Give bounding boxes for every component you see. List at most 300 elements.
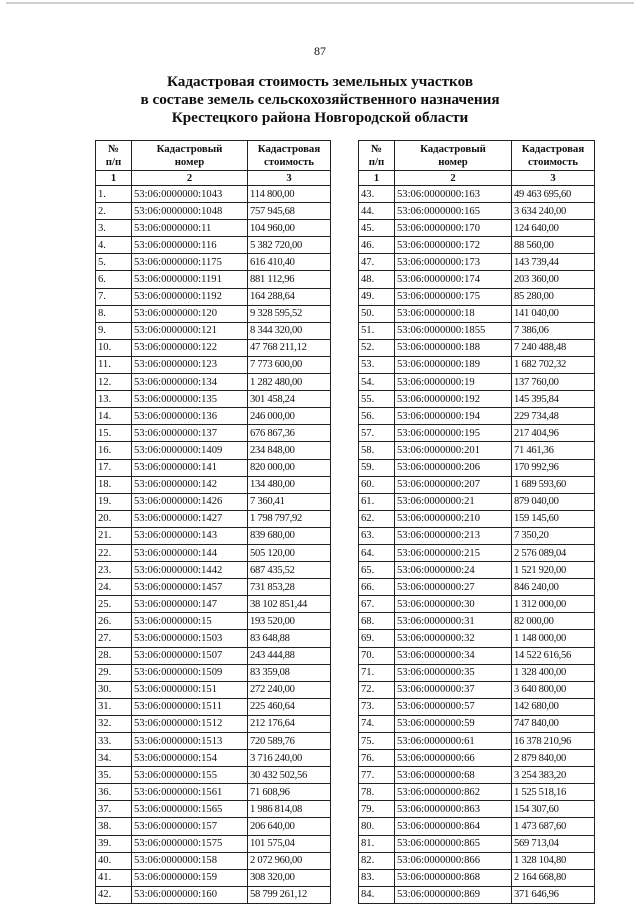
cadastral-number: 53:06:0000000:213 [395, 527, 512, 544]
cadastral-value: 757 945,68 [248, 203, 331, 220]
cadastral-number: 53:06:0000000:194 [395, 408, 512, 425]
cadastral-number: 53:06:0000000:1511 [132, 698, 248, 715]
column-index: 3 [248, 171, 331, 186]
row-number: 39. [96, 835, 132, 852]
cadastral-number: 53:06:0000000:1512 [132, 715, 248, 732]
cadastral-value: 846 240,00 [512, 579, 595, 596]
cadastral-number: 53:06:0000000:1565 [132, 801, 248, 818]
table-row [96, 271, 331, 288]
table-row [359, 339, 595, 356]
row-number: 35. [96, 767, 132, 784]
row-number: 67. [359, 596, 395, 613]
cadastral-number: 53:06:0000000:19 [395, 374, 512, 391]
row-number: 9. [96, 322, 132, 339]
cadastral-number: 53:06:0000000:206 [395, 459, 512, 476]
table-row [359, 835, 595, 852]
table-row [96, 544, 331, 561]
cadastral-value: 1 473 687,60 [512, 818, 595, 835]
row-number: 56. [359, 408, 395, 425]
row-number: 31. [96, 698, 132, 715]
cadastral-value: 505 120,00 [248, 544, 331, 561]
cadastral-number: 53:06:0000000:1043 [132, 186, 248, 203]
table-row [96, 476, 331, 493]
cadastral-table-right [358, 140, 595, 904]
cadastral-number: 53:06:0000000:30 [395, 596, 512, 613]
table-row [96, 237, 331, 254]
table-row [359, 391, 595, 408]
row-number: 27. [96, 630, 132, 647]
row-number: 29. [96, 664, 132, 681]
cadastral-number: 53:06:0000000:170 [395, 220, 512, 237]
table-row [96, 664, 331, 681]
table-row [359, 254, 595, 271]
table-row [359, 664, 595, 681]
table-row [96, 852, 331, 869]
cadastral-number: 53:06:0000000:143 [132, 527, 248, 544]
table-row [96, 801, 331, 818]
cadastral-number: 53:06:0000000:35 [395, 664, 512, 681]
column-index: 3 [512, 171, 595, 186]
cadastral-value: 3 640 800,00 [512, 681, 595, 698]
cadastral-number: 53:06:0000000:142 [132, 476, 248, 493]
cadastral-value: 1 682 702,32 [512, 356, 595, 373]
row-number: 45. [359, 220, 395, 237]
cadastral-number: 53:06:0000000:37 [395, 681, 512, 698]
table-row [96, 579, 331, 596]
cadastral-number: 53:06:0000000:174 [395, 271, 512, 288]
table-row [359, 613, 595, 630]
table-row [359, 356, 595, 373]
cadastral-number: 53:06:0000000:188 [395, 339, 512, 356]
row-number: 80. [359, 818, 395, 835]
title-line-1: Кадастровая стоимость земельных участков [166, 73, 474, 90]
table-row [96, 527, 331, 544]
column-index: 1 [359, 171, 395, 186]
cadastral-number: 53:06:0000000:1048 [132, 203, 248, 220]
table-row [359, 750, 595, 767]
cadastral-number: 53:06:0000000:1855 [395, 322, 512, 339]
cadastral-value: 83 359,08 [248, 664, 331, 681]
table-row [96, 322, 331, 339]
cadastral-number: 53:06:0000000:1175 [132, 254, 248, 271]
row-number: 20. [96, 510, 132, 527]
row-number: 74. [359, 715, 395, 732]
table-row [96, 425, 331, 442]
cadastral-number: 53:06:0000000:68 [395, 767, 512, 784]
row-number: 6. [96, 271, 132, 288]
column-index: 2 [395, 171, 512, 186]
table-row [96, 869, 331, 886]
cadastral-value: 7 350,20 [512, 527, 595, 544]
row-number: 41. [96, 869, 132, 886]
table-row [359, 801, 595, 818]
row-number: 21. [96, 527, 132, 544]
table-row [359, 544, 595, 561]
cadastral-number: 53:06:0000000:1575 [132, 835, 248, 852]
table-row [96, 596, 331, 613]
column-index: 2 [132, 171, 248, 186]
cadastral-value: 839 680,00 [248, 527, 331, 544]
cadastral-number: 53:06:0000000:154 [132, 750, 248, 767]
cadastral-value: 1 148 000,00 [512, 630, 595, 647]
table-row [359, 476, 595, 493]
cadastral-value: 2 576 089,04 [512, 544, 595, 561]
table-row [359, 305, 595, 322]
table-row [359, 271, 595, 288]
table-row [96, 886, 331, 903]
cadastral-number: 53:06:0000000:868 [395, 869, 512, 886]
cadastral-value: 879 040,00 [512, 493, 595, 510]
table-row [96, 442, 331, 459]
cadastral-value: 71 461,36 [512, 442, 595, 459]
table-row [96, 767, 331, 784]
table-row [359, 579, 595, 596]
cadastral-value: 1 798 797,92 [248, 510, 331, 527]
cadastral-value: 164 288,64 [248, 288, 331, 305]
row-number: 38. [96, 818, 132, 835]
row-number: 5. [96, 254, 132, 271]
cadastral-number: 53:06:0000000:11 [132, 220, 248, 237]
table-row [96, 733, 331, 750]
scan-top-edge-line [6, 2, 634, 4]
table-row [359, 596, 595, 613]
cadastral-value: 234 848,00 [248, 442, 331, 459]
row-number: 16. [96, 442, 132, 459]
cadastral-number: 53:06:0000000:215 [395, 544, 512, 561]
row-number: 71. [359, 664, 395, 681]
cadastral-value: 101 575,04 [248, 835, 331, 852]
row-number: 22. [96, 544, 132, 561]
table-row [359, 869, 595, 886]
cadastral-value: 820 000,00 [248, 459, 331, 476]
cadastral-value: 616 410,40 [248, 254, 331, 271]
cadastral-value: 212 176,64 [248, 715, 331, 732]
table-row [96, 818, 331, 835]
cadastral-value: 1 689 593,60 [512, 476, 595, 493]
cadastral-number: 53:06:0000000:173 [395, 254, 512, 271]
row-number: 68. [359, 613, 395, 630]
table-row [359, 186, 595, 203]
header-cadastral-value: Кадастровая стоимость [248, 141, 331, 171]
row-number: 15. [96, 425, 132, 442]
cadastral-number: 53:06:0000000:863 [395, 801, 512, 818]
cadastral-number: 53:06:0000000:151 [132, 681, 248, 698]
header-number: № п/п [359, 141, 395, 171]
table-row [359, 784, 595, 801]
cadastral-value: 104 960,00 [248, 220, 331, 237]
cadastral-value: 203 360,00 [512, 271, 595, 288]
cadastral-value: 16 378 210,96 [512, 733, 595, 750]
cadastral-value: 3 254 383,20 [512, 767, 595, 784]
table-row [359, 442, 595, 459]
cadastral-number: 53:06:0000000:1426 [132, 493, 248, 510]
row-number: 63. [359, 527, 395, 544]
cadastral-number: 53:06:0000000:192 [395, 391, 512, 408]
row-number: 40. [96, 852, 132, 869]
cadastral-number: 53:06:0000000:1503 [132, 630, 248, 647]
cadastral-value: 3 716 240,00 [248, 750, 331, 767]
row-number: 62. [359, 510, 395, 527]
table-row [359, 715, 595, 732]
cadastral-number: 53:06:0000000:1409 [132, 442, 248, 459]
table-row [359, 408, 595, 425]
row-number: 54. [359, 374, 395, 391]
cadastral-value: 154 307,60 [512, 801, 595, 818]
cadastral-number: 53:06:0000000:34 [395, 647, 512, 664]
row-number: 3. [96, 220, 132, 237]
cadastral-number: 53:06:0000000:120 [132, 305, 248, 322]
row-number: 50. [359, 305, 395, 322]
table-row [96, 835, 331, 852]
cadastral-value: 137 760,00 [512, 374, 595, 391]
table-row [96, 374, 331, 391]
cadastral-value: 2 879 840,00 [512, 750, 595, 767]
cadastral-value: 7 240 488,48 [512, 339, 595, 356]
cadastral-number: 53:06:0000000:24 [395, 562, 512, 579]
row-number: 64. [359, 544, 395, 561]
document-title [0, 73, 640, 127]
row-number: 61. [359, 493, 395, 510]
header-cadastral-number: Кадастровый номер [395, 141, 512, 171]
row-number: 60. [359, 476, 395, 493]
row-number: 72. [359, 681, 395, 698]
cadastral-number: 53:06:0000000:201 [395, 442, 512, 459]
table-row [96, 630, 331, 647]
cadastral-value: 38 102 851,44 [248, 596, 331, 613]
cadastral-number: 53:06:0000000:866 [395, 852, 512, 869]
row-number: 44. [359, 203, 395, 220]
table-row [96, 186, 331, 203]
cadastral-value: 2 072 960,00 [248, 852, 331, 869]
cadastral-number: 53:06:0000000:207 [395, 476, 512, 493]
cadastral-value: 85 280,00 [512, 288, 595, 305]
cadastral-number: 53:06:0000000:122 [132, 339, 248, 356]
row-number: 42. [96, 886, 132, 903]
table-row [96, 356, 331, 373]
cadastral-number: 53:06:0000000:864 [395, 818, 512, 835]
table-row [96, 647, 331, 664]
row-number: 46. [359, 237, 395, 254]
row-number: 23. [96, 562, 132, 579]
cadastral-number: 53:06:0000000:1509 [132, 664, 248, 681]
cadastral-value: 246 000,00 [248, 408, 331, 425]
cadastral-value: 82 000,00 [512, 613, 595, 630]
table-row [359, 767, 595, 784]
row-number: 2. [96, 203, 132, 220]
table-row [96, 220, 331, 237]
cadastral-value: 143 739,44 [512, 254, 595, 271]
row-number: 66. [359, 579, 395, 596]
cadastral-value: 243 444,88 [248, 647, 331, 664]
cadastral-number: 53:06:0000000:210 [395, 510, 512, 527]
row-number: 10. [96, 339, 132, 356]
row-number: 73. [359, 698, 395, 715]
table-row [359, 203, 595, 220]
cadastral-value: 731 853,28 [248, 579, 331, 596]
cadastral-number: 53:06:0000000:195 [395, 425, 512, 442]
table-row [359, 733, 595, 750]
cadastral-number: 53:06:0000000:137 [132, 425, 248, 442]
cadastral-number: 53:06:0000000:1427 [132, 510, 248, 527]
table-row [96, 698, 331, 715]
table-row [359, 630, 595, 647]
table-row [359, 237, 595, 254]
row-number: 55. [359, 391, 395, 408]
cadastral-value: 170 992,96 [512, 459, 595, 476]
cadastral-value: 569 713,04 [512, 835, 595, 852]
cadastral-value: 159 145,60 [512, 510, 595, 527]
row-number: 34. [96, 750, 132, 767]
cadastral-number: 53:06:0000000:862 [395, 784, 512, 801]
cadastral-number: 53:06:0000000:116 [132, 237, 248, 254]
cadastral-value: 747 840,00 [512, 715, 595, 732]
cadastral-number: 53:06:0000000:159 [132, 869, 248, 886]
cadastral-number: 53:06:0000000:165 [395, 203, 512, 220]
cadastral-number: 53:06:0000000:1513 [132, 733, 248, 750]
cadastral-number: 53:06:0000000:157 [132, 818, 248, 835]
cadastral-value: 5 382 720,00 [248, 237, 331, 254]
cadastral-number: 53:06:0000000:57 [395, 698, 512, 715]
cadastral-number: 53:06:0000000:59 [395, 715, 512, 732]
cadastral-number: 53:06:0000000:158 [132, 852, 248, 869]
cadastral-value: 30 432 502,56 [248, 767, 331, 784]
cadastral-value: 193 520,00 [248, 613, 331, 630]
header-cadastral-number: Кадастровый номер [132, 141, 248, 171]
cadastral-number: 53:06:0000000:155 [132, 767, 248, 784]
table-row [96, 681, 331, 698]
table-row [359, 510, 595, 527]
row-number: 78. [359, 784, 395, 801]
cadastral-value: 1 328 400,00 [512, 664, 595, 681]
cadastral-value: 881 112,96 [248, 271, 331, 288]
table-row [96, 288, 331, 305]
cadastral-number: 53:06:0000000:163 [395, 186, 512, 203]
row-number: 17. [96, 459, 132, 476]
title-line-3: Крестецкого района Новгородской области [171, 109, 469, 126]
table-row [359, 459, 595, 476]
table-row [96, 562, 331, 579]
table-row [359, 527, 595, 544]
cadastral-value: 114 800,00 [248, 186, 331, 203]
row-number: 25. [96, 596, 132, 613]
cadastral-number: 53:06:0000000:66 [395, 750, 512, 767]
cadastral-number: 53:06:0000000:136 [132, 408, 248, 425]
cadastral-value: 145 395,84 [512, 391, 595, 408]
row-number: 26. [96, 613, 132, 630]
row-number: 49. [359, 288, 395, 305]
cadastral-value: 7 773 600,00 [248, 356, 331, 373]
row-number: 69. [359, 630, 395, 647]
page-number: 87 [314, 44, 326, 58]
row-number: 81. [359, 835, 395, 852]
cadastral-value: 142 680,00 [512, 698, 595, 715]
cadastral-number: 53:06:0000000:1192 [132, 288, 248, 305]
cadastral-number: 53:06:0000000:27 [395, 579, 512, 596]
cadastral-value: 9 328 595,52 [248, 305, 331, 322]
row-number: 8. [96, 305, 132, 322]
cadastral-value: 7 386,06 [512, 322, 595, 339]
table-row [96, 305, 331, 322]
table-row [359, 886, 595, 903]
table-row [96, 510, 331, 527]
row-number: 30. [96, 681, 132, 698]
cadastral-number: 53:06:0000000:134 [132, 374, 248, 391]
cadastral-value: 720 589,76 [248, 733, 331, 750]
cadastral-value: 272 240,00 [248, 681, 331, 698]
table-row [359, 493, 595, 510]
row-number: 43. [359, 186, 395, 203]
table-row [359, 562, 595, 579]
row-number: 53. [359, 356, 395, 373]
row-number: 52. [359, 339, 395, 356]
table-row [96, 613, 331, 630]
cadastral-number: 53:06:0000000:121 [132, 322, 248, 339]
row-number: 12. [96, 374, 132, 391]
cadastral-value: 14 522 616,56 [512, 647, 595, 664]
cadastral-value: 47 768 211,12 [248, 339, 331, 356]
table-row [96, 391, 331, 408]
table-row [359, 698, 595, 715]
cadastral-value: 217 404,96 [512, 425, 595, 442]
row-number: 57. [359, 425, 395, 442]
cadastral-number: 53:06:0000000:172 [395, 237, 512, 254]
row-number: 82. [359, 852, 395, 869]
cadastral-number: 53:06:0000000:147 [132, 596, 248, 613]
table-row [96, 493, 331, 510]
row-number: 84. [359, 886, 395, 903]
column-index: 1 [96, 171, 132, 186]
row-number: 4. [96, 237, 132, 254]
cadastral-number: 53:06:0000000:1457 [132, 579, 248, 596]
cadastral-number: 53:06:0000000:21 [395, 493, 512, 510]
cadastral-value: 83 648,88 [248, 630, 331, 647]
cadastral-value: 2 164 668,80 [512, 869, 595, 886]
cadastral-value: 141 040,00 [512, 305, 595, 322]
row-number: 70. [359, 647, 395, 664]
row-number: 76. [359, 750, 395, 767]
cadastral-value: 3 634 240,00 [512, 203, 595, 220]
cadastral-number: 53:06:0000000:61 [395, 733, 512, 750]
row-number: 47. [359, 254, 395, 271]
row-number: 28. [96, 647, 132, 664]
cadastral-value: 676 867,36 [248, 425, 331, 442]
table-row [96, 715, 331, 732]
row-number: 13. [96, 391, 132, 408]
row-number: 14. [96, 408, 132, 425]
cadastral-value: 1 328 104,80 [512, 852, 595, 869]
table-row [96, 784, 331, 801]
table-row [96, 459, 331, 476]
row-number: 48. [359, 271, 395, 288]
cadastral-number: 53:06:0000000:135 [132, 391, 248, 408]
cadastral-value: 8 344 320,00 [248, 322, 331, 339]
cadastral-number: 53:06:0000000:865 [395, 835, 512, 852]
row-number: 33. [96, 733, 132, 750]
cadastral-value: 308 320,00 [248, 869, 331, 886]
cadastral-value: 206 640,00 [248, 818, 331, 835]
row-number: 58. [359, 442, 395, 459]
cadastral-number: 53:06:0000000:31 [395, 613, 512, 630]
row-number: 83. [359, 869, 395, 886]
cadastral-value: 1 312 000,00 [512, 596, 595, 613]
row-number: 32. [96, 715, 132, 732]
cadastral-number: 53:06:0000000:189 [395, 356, 512, 373]
cadastral-number: 53:06:0000000:1507 [132, 647, 248, 664]
cadastral-number: 53:06:0000000:869 [395, 886, 512, 903]
cadastral-value: 71 608,96 [248, 784, 331, 801]
cadastral-value: 134 480,00 [248, 476, 331, 493]
row-number: 1. [96, 186, 132, 203]
